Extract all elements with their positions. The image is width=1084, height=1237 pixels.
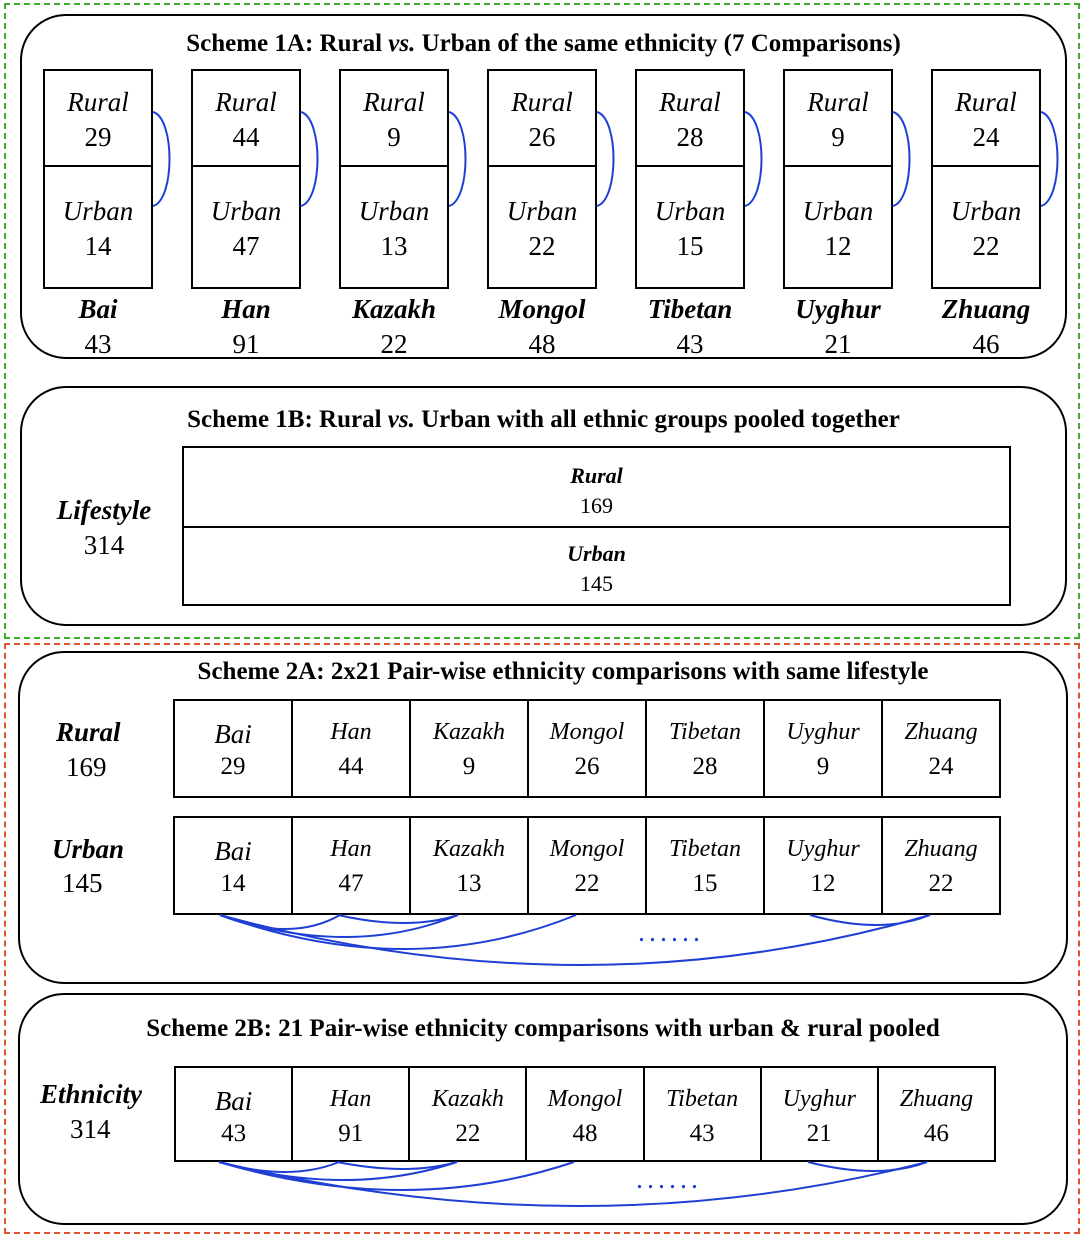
lifestyle-rural-value: 169: [580, 493, 613, 518]
urban-label: Urban: [802, 196, 874, 226]
ethnicity-count: 21: [806, 1120, 832, 1147]
urban-label: Urban: [52, 834, 125, 864]
ethnicity-name: Han: [221, 294, 271, 324]
rural-total: 169: [66, 752, 107, 782]
rural-count: 29: [84, 122, 112, 152]
rural-label: Rural: [511, 87, 573, 117]
ethnicity-count: 15: [692, 870, 718, 897]
rural-urban-arc-0: [153, 112, 170, 206]
rural-urban-arc-2: [449, 112, 466, 206]
ethnicity-total: 46: [972, 329, 1000, 359]
urban-label: Urban: [506, 196, 578, 226]
ethnicity-name: Tibetan: [668, 836, 741, 862]
rural-count: 24: [972, 122, 1000, 152]
lifestyle-urban-label: Urban: [567, 541, 626, 566]
urban-label: Urban: [654, 196, 726, 226]
ethnicity-count: 43: [221, 1120, 247, 1147]
ethnicity-name: Zhuang: [941, 294, 1031, 324]
ethnicity-total: 314: [70, 1114, 111, 1144]
ethnicity-count: 14: [220, 870, 246, 897]
ethnicity-total: 91: [232, 329, 260, 359]
ethnicity-name: Mongol: [547, 1086, 623, 1112]
ethnicity-count: 26: [574, 753, 600, 780]
ethnicity-name: Han: [330, 719, 372, 745]
ethnicity-name: Uyghur: [795, 294, 881, 324]
ethnicity-name: Mongol: [498, 294, 586, 324]
rural-urban-arc-6: [1041, 112, 1058, 206]
ethnicity-name: Tibetan: [666, 1086, 739, 1112]
ethnicity-name: Kazakh: [433, 836, 505, 862]
ethnicity-name: Uyghur: [782, 1086, 856, 1112]
ethnicity-count: 9: [816, 753, 830, 780]
ethnicity-name: Bai: [214, 836, 252, 866]
ethnicity-name: Uyghur: [786, 836, 860, 862]
scheme-1a-title: Scheme 1A: Rural vs. Urban of the same ethnicity (7 Comparisons): [186, 30, 901, 57]
ethnicity-count: 22: [455, 1120, 481, 1147]
ethnicity-name: Mongol: [549, 836, 625, 862]
rural-label: Rural: [659, 87, 721, 117]
ethnicity-total: 22: [380, 329, 408, 359]
ethnicity-count: 13: [456, 870, 482, 897]
ethnicity-name: Zhuang: [899, 1086, 974, 1112]
ethnicity-label: Ethnicity: [40, 1079, 143, 1109]
ethnicity-count: 22: [928, 870, 954, 897]
rural-urban-arc-5: [893, 112, 910, 206]
ethnicity-name: Kazakh: [351, 294, 437, 324]
urban-count: 15: [676, 231, 704, 261]
rural-label: Rural: [67, 87, 129, 117]
rural-count: 28: [676, 122, 704, 152]
rural-label: Rural: [807, 87, 869, 117]
ethnicity-name: Kazakh: [433, 719, 505, 745]
ethnicity-name: Bai: [214, 1086, 253, 1116]
rural-urban-arc-1: [301, 112, 318, 206]
ethnicity-name: Tibetan: [668, 719, 741, 745]
lifestyle-label: Lifestyle: [56, 495, 152, 525]
ethnicity-count: 47: [338, 870, 364, 897]
lifestyle-urban-value: 145: [580, 571, 613, 596]
scheme-1b-title: Scheme 1B: Rural vs. Urban with all ethnic groups pooled together: [187, 406, 900, 433]
rural-label: Rural: [215, 87, 277, 117]
urban-label: Urban: [62, 196, 134, 226]
lifestyle-rural-label: Rural: [570, 463, 623, 488]
rural-urban-arc-4: [745, 112, 762, 206]
rural-label: Rural: [955, 87, 1017, 117]
ethnicity-name: Bai: [78, 294, 118, 324]
ethnicity-count: 28: [692, 753, 718, 780]
ethnicity-name: Zhuang: [904, 836, 978, 862]
scheme-2a-ellipsis: ......: [638, 917, 704, 948]
ethnicity-count: 9: [462, 753, 476, 780]
ethnicity-count: 44: [338, 753, 364, 780]
urban-label: Urban: [210, 196, 282, 226]
ethnicity-name: Zhuang: [904, 719, 978, 745]
urban-count: 13: [380, 231, 408, 261]
urban-count: 14: [84, 231, 112, 261]
ethnicity-count: 24: [928, 753, 954, 780]
rural-urban-arc-3: [597, 112, 614, 206]
ethnicity-count: 46: [923, 1120, 949, 1147]
urban-count: 12: [824, 231, 852, 261]
rural-label: Rural: [56, 717, 121, 747]
ethnicity-total: 48: [528, 329, 556, 359]
urban-count: 47: [232, 231, 260, 261]
ethnicity-count: 29: [220, 753, 246, 780]
ethnicity-name: Bai: [214, 719, 252, 749]
ethnicity-count: 43: [689, 1120, 715, 1147]
ethnicity-name: Tibetan: [647, 294, 733, 324]
urban-total: 145: [62, 868, 103, 898]
ethnicity-name: Han: [330, 1086, 372, 1112]
rural-label: Rural: [363, 87, 425, 117]
lifestyle-total: 314: [83, 530, 125, 560]
scheme-2a-title: Scheme 2A: 2x21 Pair-wise ethnicity comparisons with same lifestyle: [197, 658, 929, 685]
pairwise-arc-2a-5: [810, 915, 930, 925]
ethnicity-count: 22: [574, 870, 600, 897]
rural-count: 9: [387, 122, 401, 152]
urban-count: 22: [972, 231, 1000, 261]
urban-label: Urban: [358, 196, 430, 226]
urban-label: Urban: [950, 196, 1022, 226]
ethnicity-name: Han: [330, 836, 372, 862]
ethnicity-total: 21: [824, 329, 852, 359]
ethnicity-count: 12: [810, 870, 836, 897]
ethnicity-total: 43: [84, 329, 112, 359]
ethnicity-name: Kazakh: [431, 1086, 504, 1112]
ethnicity-count: 91: [338, 1120, 364, 1147]
ethnicity-count: 48: [572, 1120, 598, 1147]
ethnicity-name: Mongol: [549, 719, 625, 745]
rural-count: 9: [831, 122, 845, 152]
rural-count: 44: [232, 122, 260, 152]
ethnicity-total: 43: [676, 329, 704, 359]
ethnicity-name: Uyghur: [786, 719, 860, 745]
scheme-2b-ellipsis: ......: [636, 1164, 702, 1195]
pairwise-arc-2b-4: [219, 1162, 927, 1206]
urban-count: 22: [528, 231, 556, 261]
scheme-2b-title: Scheme 2B: 21 Pair-wise ethnicity comparisons with urban & rural pooled: [146, 1015, 940, 1042]
pairwise-arc-2b-5: [808, 1162, 927, 1171]
rural-count: 26: [528, 122, 556, 152]
